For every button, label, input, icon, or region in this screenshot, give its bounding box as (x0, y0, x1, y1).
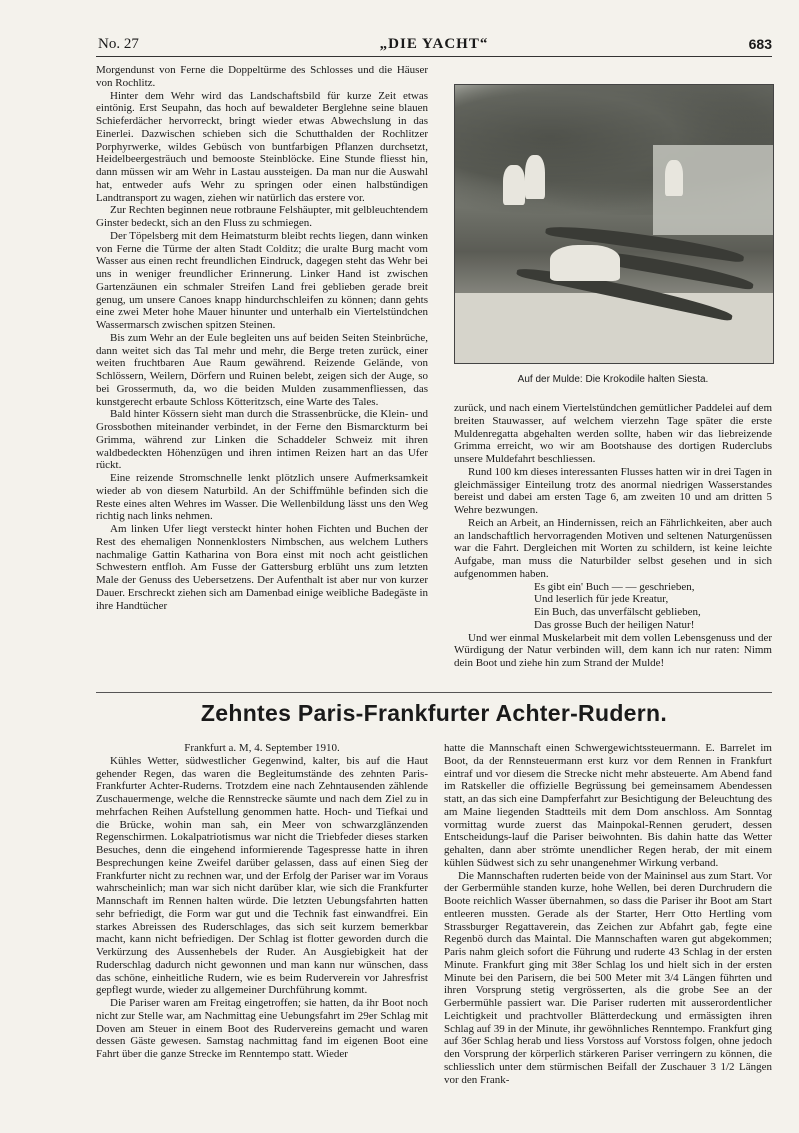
paragraph: Rund 100 km dieses interessanten Flusses hatten wir in drei Tagen in gleichmässiger Einteilung trotz des anormal niedrigen Wasserstandes bereist und dabei am ersten Tage 6, am zweiten 10 und am dritten 5 Wehre bezwungen. (454, 465, 772, 516)
article2-headline: Zehntes Paris-Frankfurter Achter-Rudern. (200, 700, 668, 726)
paragraph: Eine reizende Stromschnelle lenkt plötzlich unsere Aufmerksamkeit wieder ab von diesem Naturbild. An der Schiffmühle befinden sich die Reste eines alten Wehres im Wasser. Die Wellenbildung lässt uns den Weg richtig nach links nehmen. (96, 472, 428, 523)
paragraph: Zur Rechten beginnen neue rotbraune Felshäupter, mit gelbleuchtendem Ginster bedeckt, sich an den Fluss zu schmiegen. (96, 204, 428, 229)
article2-right-column (444, 742, 772, 1122)
paragraph: Und wer einmal Muskelarbeit mit dem vollen Lebensgenuss und der Würdigung der Natur verbinden will, dem kann ich nur raten: Nimm dein Boot und ziehe hin zum Strand der Mulde! (454, 631, 772, 669)
paragraph: Die Mannschaften ruderten beide von der Maininsel aus zum Start. Vor der Gerbermühle standen kurze, hohe Wellen, bei deren Durchrudern die Boote reichlich Wasser übernahmen, so dass die Pariser ihr Boot am Start entleeren mussten. Gerade als der Starter, Herr Otto Hertling vom Strassburger Regattaverein, das Zeichen zur Abfahrt gab, fegte eine Regenbö durch das Maintal. Die Mannschaften waren gut abgekommen; Paris nahm gleich sofort die Führung und ruderte 43 Schlag in der ersten Minute. Frankfurt ging mit 38er Schlag los und hielt sich in der ersten Minute bei den Parisern, die bei 500 Meter mit 3/4 Längen führten und ihren Vorsprung stetig vergrösserten, als die grobe See an der Gerbermühle passiert war. Die Pariser ruderten mit ausserordentlicher Leichtigkeit und prachtvoller Blätterdeckung und ermässigten ihren Schlag auf 39 in der Minute, ihr gewöhnliches Renntempo. Frankfurt ging auf 36er Schlag herab und liess Vorstoss auf Vorstoss folgen, ohne jedoch den Vorsprung der körperlich stärkeren Pariser verringern zu können, die schliesslich unter dem stürmischen Beifall der Zuschauer 3 1/2 Längen vor den Frank- (444, 869, 772, 1086)
photo-caption: Auf der Mulde: Die Krokodile halten Siesta. (517, 374, 709, 385)
page-header (96, 34, 772, 57)
journal-title: „DIE YACHT“ (379, 36, 489, 52)
poem-line: Und leserlich für jede Kreatur, (534, 593, 669, 606)
paragraph: Der Töpelsberg mit dem Heimatsturm bleibt rechts liegen, dann winken von Ferne die Türme der alten Stadt Colditz; die uralte Burg macht vom Wasser aus einen recht freundlichen Eindruck, dagegen steht das Wehr bei uns in weniger freundlicher Erinnerung. Linker Hand ist zwischen Gartenzäunen ein schmaler Streifen Land frei geblieben gerade breit genug, um unsere Canoes knapp hindurchschleifen zu können; dann gehts eine zwei Meter hohe Mauer hinunter und unterhalb ein Viertelstündchen Wassermarsch zwischen spitzen Steinen. (96, 229, 428, 331)
article1-right-column (454, 402, 772, 692)
paragraph: Die Pariser waren am Freitag eingetroffen; sie hatten, da ihr Boot noch nicht zur Stelle war, am Nachmittag eine Uebungsfahrt im 29er Schlag mit Doven am Steuer in einem Boot des Rudervereins gemacht und waren dessen Gäste gewesen. Samstag nachmittag fand im eigenen Boot eine Fahrt über die ganze Strecke im Renntempo statt. Wieder (96, 997, 428, 1060)
poem-line: Es gibt ein' Buch — — geschrieben, (534, 580, 695, 593)
issue-number: No. 27 (98, 36, 139, 52)
article2-left-column (96, 742, 428, 1122)
paragraph: Bis zum Wehr an der Eule begleiten uns auf beiden Seiten Steinbrüche, dann weitet sich das Tal mehr und mehr, die Berge treten zurück, einer weiten fruchtbaren Aue Raum gewährend. Reizende Gelände, von Schlössern, Weilern, Dörfern und Ruinen belebt, zeigen sich der Auge, so bei Grossermuth, da, wo die beiden Mulden zusammenfliessen, das kunstgerecht erbaute Schloss Kötteritzsch, eine Warte des Tales. (96, 331, 428, 408)
photo-boats-on-mulde (454, 84, 774, 364)
paragraph: Hinter dem Wehr wird das Landschaftsbild für kurze Zeit etwas eintönig. Erst Seupahn, das hoch auf bewaldeter Berglehne seine blauen Schieferdächer hervorreckt, bringt wieder etwas Abwechslung in das Einerlei. Dazwischen schieben sich die Schutthalden der Rochlitzer Porphyrwerke, wildes Gebüsch von buntfarbigen Pflanzen durchsetzt, Heidelbeergesträuch und bemooste Steinblöcke. Eine Stunde fliesst hin, dann müssen wir am Wehr in Lastau aussteigen. Da man nur die Auswahl hat, entweder aufs Wehr zu springen oder einen halbstündigen Landtransport zu wagen, ziehen wir natürlich das erstere vor. (96, 89, 428, 204)
paragraph: zurück, und nach einem Viertelstündchen gemütlicher Paddelei auf dem breiten Stauwasser, auf welchem vierzehn Tage später die erste Muldenregatta abgehalten werden sollte, haben wir das liebreizende Grimma erreicht, wo wir am Bootshause des dortigen Ruderclubs unsere Muldefahrt beschliessen. (454, 402, 772, 465)
paragraph: Am linken Ufer liegt versteckt hinter hohen Fichten und Buchen der Rest des ehemaligen Nonnenklosters Nimbschen, aus welchem Luthers nachmalige Gattin Katharina von Bora einst mit noch acht geistlichen Schwestern entfloh. Am Fusse der Gattersburg erblüht uns zum letzten Male der Genuss des Uebersetzens. Der Aufenthalt ist aber nur von kurzer Dauer. Erschreckt ziehen sich am Damenbad einige weibliche Badegäste in ihre Handtücher (96, 523, 428, 612)
paragraph: hatte die Mannschaft einen Schwergewichtssteuermann. E. Barrelet im Boot, da der Rennsteuermann erst kurz vor dem Rennen in Frankfurt eintraf und vor diesem die Strecke nicht mehr absteuerte. Am Abend fand im Ratskeller die offizielle Begrüssung bei gemeinsamem Abendessen statt, an das sich eine Dampferfahrt zur Besichtigung der Beleuchtung des am Maine liegenden Stadtteils mit dem Dom anschloss. Am Sonntag vormittag wurde zuerst das Mainpokal-Rennen gerudert, dessen Entscheidungs-lauf die Pariser beiwohnten. Bis dahin hatte das Wetter gehalten, dann aber strömte unendlicher Regen herab, der mit einem kühlen Südwest sich zu sehr unangenehmer Wirkung verband. (444, 742, 772, 869)
section-divider (96, 692, 772, 693)
poem-line: Ein Buch, das unverfälscht geblieben, (534, 606, 701, 618)
paragraph: Reich an Arbeit, an Hindernissen, reich an Fährlichkeiten, aber auch an landschaftlich hervorragenden Motiven und seltenen Naturgenüssen war die Fahrt. Dergleichen mit Worten zu schildern, ist keine leichte Aufgabe, man muss die Naturbilder selbst gesehen und in sich aufgenommen haben. (454, 516, 772, 580)
paragraph: Morgendunst von Ferne die Doppeltürme des Schlosses und die Häuser von Rochlitz. (96, 64, 428, 89)
article1-left-column (96, 64, 428, 688)
dateline: Frankfurt a. M, 4. September 1910. (184, 742, 340, 754)
page-number: 683 (748, 36, 772, 52)
paragraph: Kühles Wetter, südwestlicher Gegenwind, kalter, bis auf die Haut gehender Regen, das waren die Begleitumstände des zehnten Paris-Frankfurter Achter-Ruderns. Trotzdem eine nach Zehntausenden zählende Zuschauermenge, welche die Rennstrecke säumte und nach dem Ziel zu in mehrfachen Reihen Aufstellung genommen hatte. Hoch- und Tiefkai und die Brücke, wohin man sah, ein Meer von schwarzglänzenden Regenschirmen. Lokalpatriotismus war nicht die Triebfeder dieses starken Besuches, denn die eingehend informierende Tagespresse hatte in ihren Besprechungen keine Zweifel darüber gelassen, dass auf einen Sieg der Frankfurter nicht zu rechnen war, und der Erfolg der Pariser war im Voraus wahrscheinlich; man war sich nicht darüber klar, wie sich die Frankfurter Mannschaft im Rennen halten würde. Die letzten Uebungsfahrten hatten sehr befriedigt, die Form war gut und die Technik fast einwandfrei. Ein starkes Abreissen des Ruderschlages, das sich seit kurzem bemerkbar macht, kann nicht befriedigen. Der Schlag ist flotter geworden durch die Verkürzung des Aussenhebels der Ruder. An Ausgiebigkeit hat der Ruderschlag dadurch nicht gewonnen und man kann nur wünschen, dass das schöne, einheitliche Rudern, wie es beim Ruderverein vor Jahresfrist gepflegt wurde, wieder zu allgemeiner Durchführung kommt. (96, 754, 428, 997)
paragraph: Bald hinter Kössern sieht man durch die Strassenbrücke, die Klein- und Grossbothen miteinander verbindet, in der Ferne den Bismarckturm bei Grimma, während zur Linken die Schaddeler Schweiz mit ihren waldbedeckten Höhenzügen und ihren intimen Reizen hart an das Ufer rückt. (96, 408, 428, 472)
poem-line: Das grosse Buch der heiligen Natur! (534, 618, 695, 631)
